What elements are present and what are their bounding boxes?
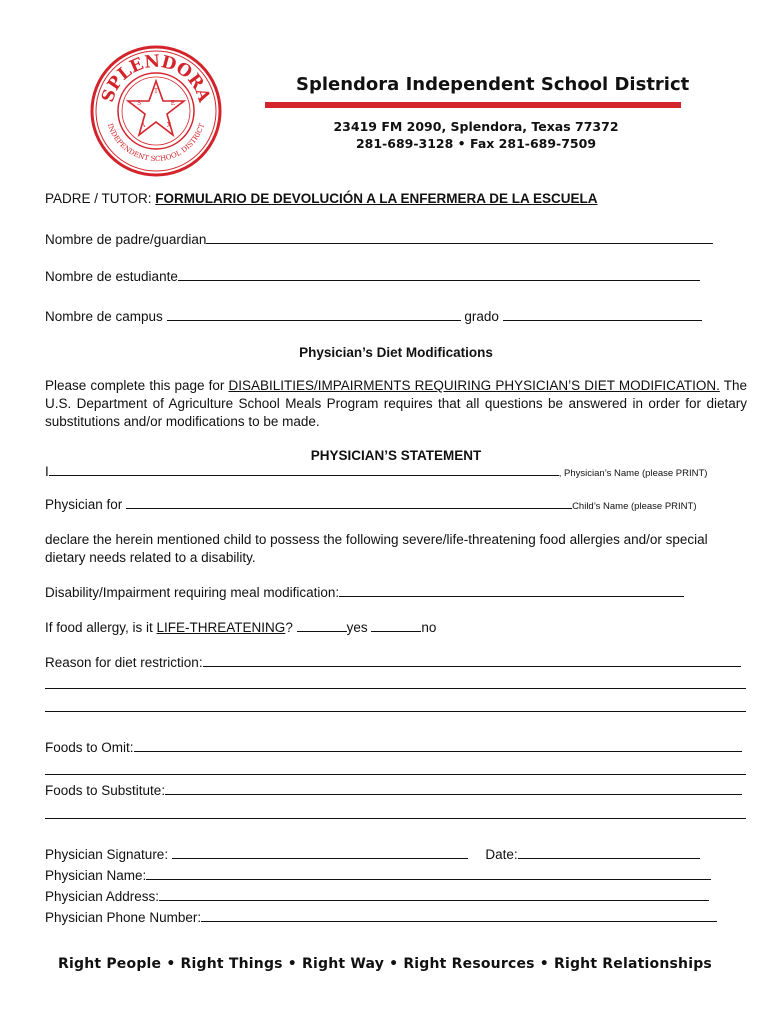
allergy-prefix: If food allergy, is it bbox=[45, 620, 157, 635]
form-title-main: FORMULARIO DE DEVOLUCIÓN A LA ENFERMERA DE LA ESCUELA bbox=[155, 191, 598, 206]
substitute-input[interactable] bbox=[165, 782, 742, 795]
seal-top-text: SPLENDORA bbox=[98, 51, 215, 105]
reason-extra-line[interactable] bbox=[45, 710, 746, 712]
no-label: no bbox=[421, 620, 437, 635]
physician-name-sig-input[interactable] bbox=[146, 867, 711, 880]
campus-grade-field bbox=[45, 308, 702, 324]
omit-label: Foods to Omit: bbox=[45, 740, 134, 755]
allergy-row bbox=[45, 619, 436, 635]
physician-name-hint: , Physician’s Name (please PRINT) bbox=[558, 468, 708, 479]
physician-name-row bbox=[45, 463, 707, 479]
signature-label: Physician Signature: bbox=[45, 847, 172, 862]
form-title bbox=[45, 191, 598, 206]
section-title: Physician’s Diet Modifications bbox=[299, 345, 493, 360]
child-name-hint: Child’s Name (please PRINT) bbox=[572, 501, 697, 512]
substitute-label: Foods to Substitute: bbox=[45, 783, 166, 798]
student-name-input[interactable] bbox=[178, 268, 700, 281]
seal-letter: A bbox=[140, 122, 146, 129]
parent-name-field bbox=[45, 231, 713, 247]
grade-input[interactable] bbox=[503, 308, 702, 321]
substitute-row bbox=[45, 782, 742, 798]
seal-letter: X bbox=[166, 122, 172, 129]
child-name-input[interactable] bbox=[126, 496, 572, 509]
header-divider bbox=[265, 102, 681, 108]
footer-motto: Right People • Right Things • Right Way • Right Resources • Right Relationships bbox=[58, 956, 712, 972]
allergy-underlined: LIFE-THREATENING bbox=[156, 620, 286, 635]
physician-address-label: Physician Address: bbox=[45, 889, 160, 904]
omit-extra-line[interactable] bbox=[45, 773, 746, 775]
reason-label: Reason for diet restriction: bbox=[45, 655, 203, 670]
declare-text: declare the herein mentioned child to possess the following severe/life-threatening food allergies and/or special dietary needs related to a disability. bbox=[45, 532, 708, 565]
disability-input[interactable] bbox=[339, 584, 684, 597]
intro-paragraph bbox=[45, 377, 747, 431]
signature-row bbox=[45, 846, 700, 862]
reason-row bbox=[45, 654, 741, 670]
district-name: Splendora Independent School District bbox=[296, 74, 690, 95]
reason-extra-line[interactable] bbox=[45, 687, 746, 689]
physician-name-sig-row bbox=[45, 867, 711, 883]
svg-text:INDEPENDENT SCHOOL DISTRICT bbox=[106, 122, 206, 163]
yes-input[interactable] bbox=[297, 619, 347, 632]
yes-label: yes bbox=[346, 620, 368, 635]
student-name-label: Nombre de estudiante bbox=[45, 269, 178, 284]
parent-name-label: Nombre de padre/guardian bbox=[45, 232, 207, 247]
physician-address-row bbox=[45, 888, 709, 904]
physician-name-sig-label: Physician Name: bbox=[45, 868, 147, 883]
physician-name-input[interactable] bbox=[49, 463, 559, 476]
district-seal-logo bbox=[90, 45, 222, 177]
campus-name-label: Nombre de campus bbox=[45, 309, 163, 324]
grade-label: grado bbox=[464, 309, 499, 324]
disability-label: Disability/Impairment requiring meal modification: bbox=[45, 585, 340, 600]
substitute-extra-line[interactable] bbox=[45, 817, 746, 819]
district-phone-fax: 281-689-3128 • Fax 281-689-7509 bbox=[355, 136, 597, 151]
seal-letter: S bbox=[136, 100, 142, 107]
seal-letter: E bbox=[170, 100, 176, 107]
physician-phone-input[interactable] bbox=[201, 909, 717, 922]
reason-input[interactable] bbox=[203, 654, 741, 667]
parent-name-input[interactable] bbox=[206, 231, 713, 244]
no-input[interactable] bbox=[371, 619, 421, 632]
i-label: I bbox=[45, 464, 49, 479]
district-address: 23419 FM 2090, Splendora, Texas 77372 bbox=[333, 119, 619, 134]
disability-row bbox=[45, 584, 684, 600]
date-label: Date: bbox=[485, 847, 518, 862]
form-title-prefix: PADRE / TUTOR: bbox=[45, 191, 156, 206]
omit-row bbox=[45, 739, 742, 755]
intro-lead: Please complete this page for bbox=[45, 378, 229, 393]
seal-letter: T bbox=[153, 88, 159, 95]
intro-rest: The U.S. Department of Agriculture School Meals Program requires that all questions be answered in order for dietary substitutions and/or modifications to be made. bbox=[45, 378, 748, 429]
child-name-row bbox=[45, 496, 696, 512]
statement-heading: PHYSICIAN’S STATEMENT bbox=[310, 448, 482, 463]
date-input[interactable] bbox=[518, 846, 700, 859]
physician-phone-label: Physician Phone Number: bbox=[45, 910, 202, 925]
student-name-field bbox=[45, 268, 700, 284]
physician-address-input[interactable] bbox=[159, 888, 709, 901]
physician-phone-row bbox=[45, 909, 717, 925]
campus-name-input[interactable] bbox=[167, 308, 461, 321]
seal-bottom-text: INDEPENDENT SCHOOL DISTRICT bbox=[105, 122, 207, 164]
omit-input[interactable] bbox=[134, 739, 742, 752]
intro-underlined: DISABILITIES/IMPAIRMENTS REQUIRING PHYSICIAN’S DIET MODIFICATION. bbox=[228, 378, 720, 393]
allergy-suffix: ? bbox=[285, 620, 297, 635]
physician-for-label: Physician for bbox=[45, 497, 123, 512]
signature-input[interactable] bbox=[172, 846, 468, 859]
